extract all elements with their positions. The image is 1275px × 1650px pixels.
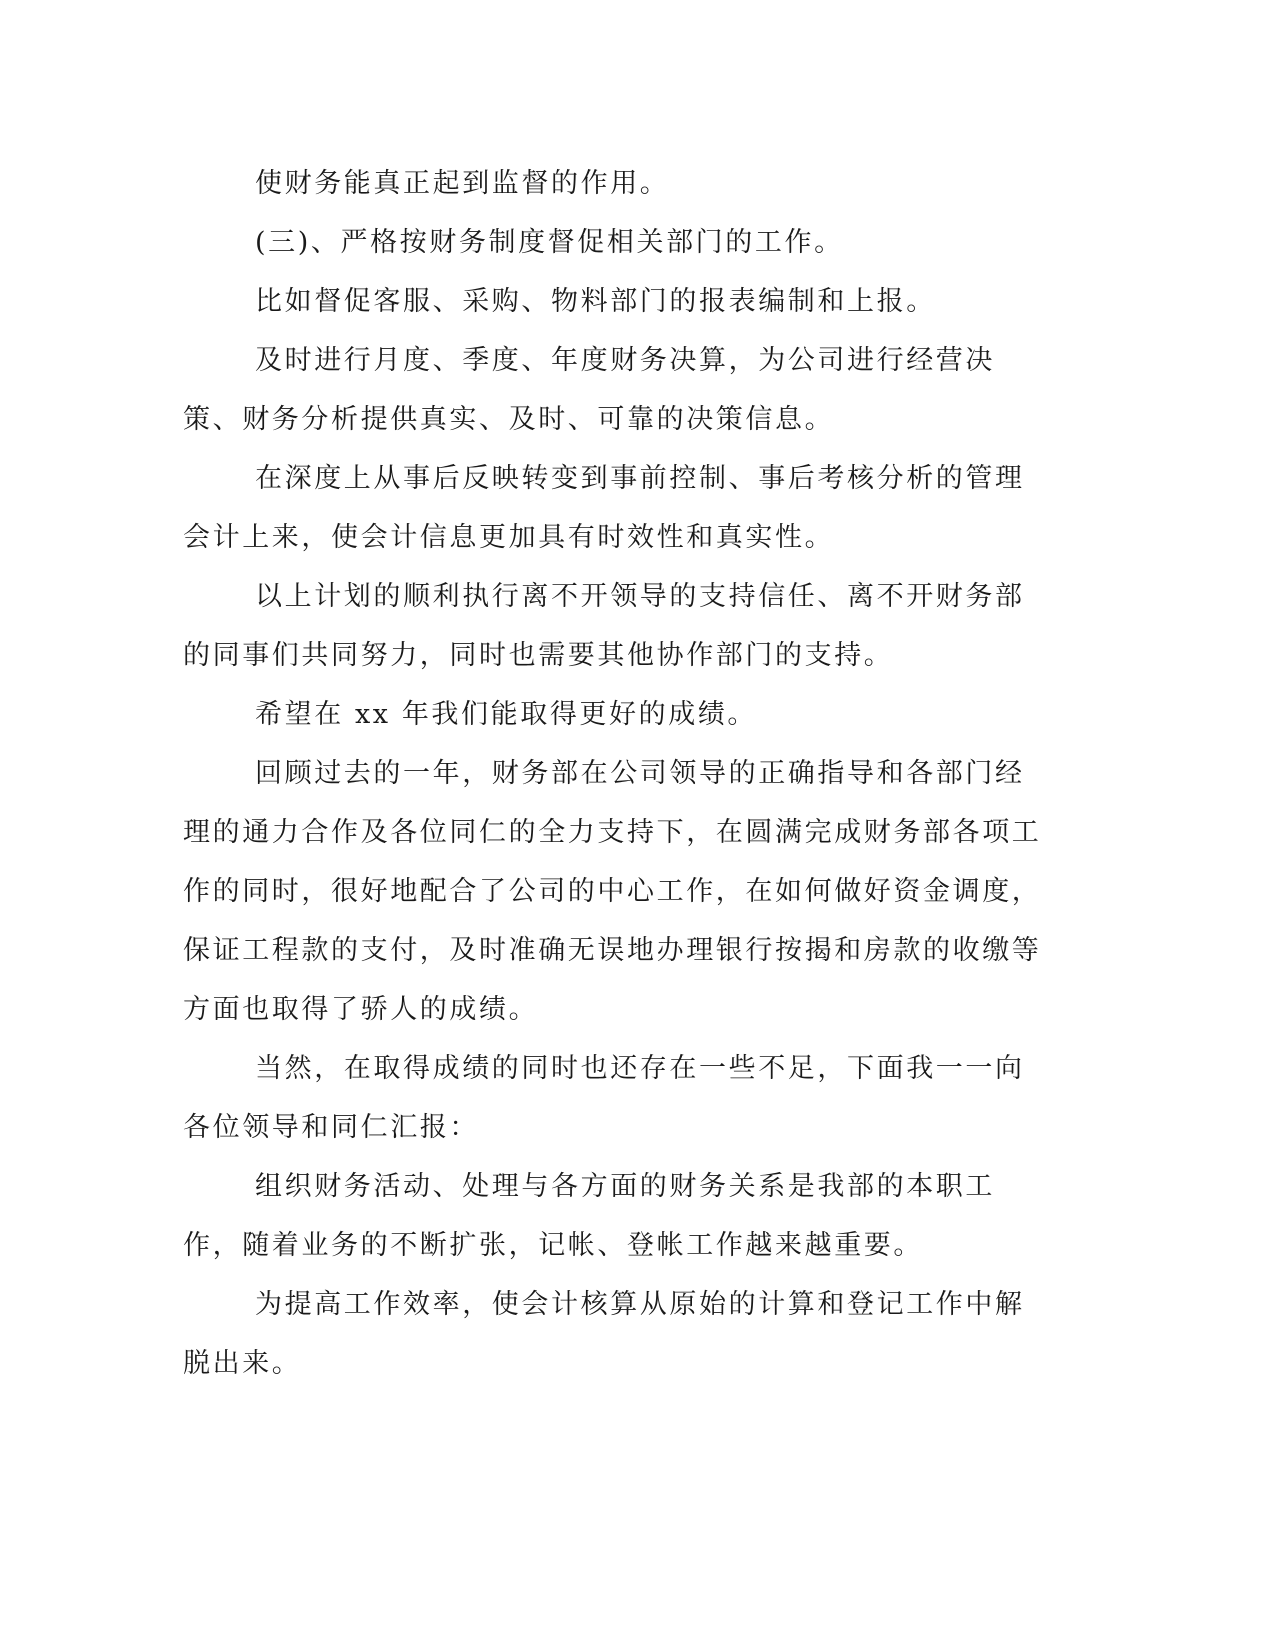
paragraph: 使财务能真正起到监督的作用。 [255, 168, 670, 199]
paragraph: 希望在 xx 年我们能取得更好的成绩。 [255, 699, 758, 730]
paragraph: 比如督促客服、采购、物料部门的报表编制和上报。 [255, 286, 936, 317]
paragraph: 组织财务活动、处理与各方面的财务关系是我部的本职工作，随着业务的不断扩张，记帐、登帐工作越来越重要。 [183, 1171, 995, 1261]
paragraph: 回顾过去的一年，财务部在公司领导的正确指导和各部门经理的通力合作及各位同仁的全力支持下，在圆满完成财务部各项工作的同时，很好地配合了公司的中心工作，在如何做好资金调度，保证工程款的支付，及时准确无误地办理银行按揭和房款的收缴等方面也取得了骄人的成绩。 [183, 758, 1042, 1025]
paragraph: 在深度上从事后反映转变到事前控制、事后考核分析的管理会计上来，使会计信息更加具有时效性和真实性。 [183, 463, 1025, 553]
paragraph: 为提高工作效率，使会计核算从原始的计算和登记工作中解脱出来。 [183, 1289, 1025, 1379]
paragraph: (三)、严格按财务制度督促相关部门的工作。 [255, 227, 844, 258]
paragraph: 当然，在取得成绩的同时也还存在一些不足，下面我一一向各位领导和同仁汇报： [183, 1053, 1025, 1143]
document-body [183, 154, 1047, 1393]
paragraph: 及时进行月度、季度、年度财务决算，为公司进行经营决策、财务分析提供真实、及时、可靠的决策信息。 [183, 345, 995, 435]
paragraph: 以上计划的顺利执行离不开领导的支持信任、离不开财务部的同事们共同努力，同时也需要其他协作部门的支持。 [183, 581, 1025, 671]
